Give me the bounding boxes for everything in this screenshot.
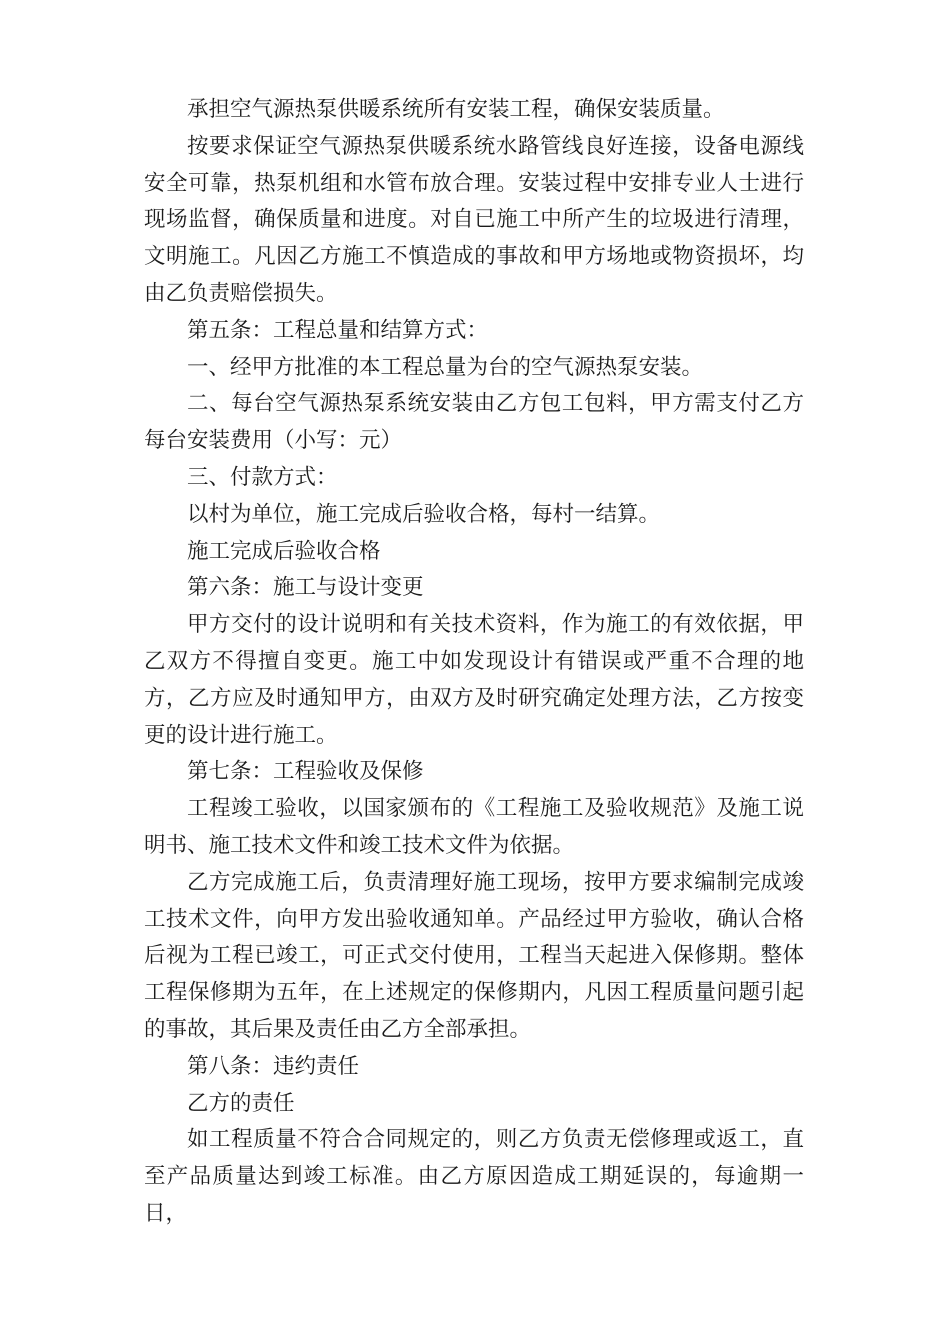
- paragraph-article-5-item-3: 三、付款方式：: [187, 464, 338, 490]
- heading-article-8: 第八条：违约责任: [187, 1053, 360, 1079]
- paragraph-design-changes: 甲方交付的设计说明和有关技术资料，作为施工的有效依据，甲乙双方不得擅自变更。施工中如发现设计有错误或严重不合理的地方，乙方应及时通知甲方，由双方及时研究确定处理方法，乙方按变更的设计进行施工。: [144, 612, 804, 748]
- paragraph-quality-liability: 如工程质量不符合合同规定的，则乙方负责无偿修理或返工，直至产品质量达到竣工标准。由乙方原因造成工期延误的，每逾期一日，: [144, 1127, 804, 1226]
- paragraph-installation-requirements: 按要求保证空气源热泵供暖系统水路管线良好连接，设备电源线安全可靠，热泵机组和水管布放合理。安装过程中安排专业人士进行现场监督，确保质量和进度。对自已施工中所产生的垃圾进行清理，文明施工。凡因乙方施工不慎造成的事故和甲方场地或物资损坏，均由乙负责赔偿损失。: [144, 133, 804, 306]
- paragraph-warranty: 乙方完成施工后，负责清理好施工现场，按甲方要求编制完成竣工技术文件，向甲方发出验收通知单。产品经过甲方验收，确认合格后视为工程已竣工，可正式交付使用，工程当天起进入保修期。整体工程保修期为五年，在上述规定的保修期内，凡因工程质量问题引起的事故，其后果及责任由乙方全部承担。: [144, 869, 804, 1042]
- document-body: [144, 92, 804, 1233]
- paragraph-installation-scope: 承担空气源热泵供暖系统所有安装工程，确保安装质量。: [187, 97, 725, 122]
- paragraph-acceptance-qualified: 施工完成后验收合格: [187, 538, 381, 564]
- subheading-party-b-liability: 乙方的责任: [187, 1090, 295, 1116]
- heading-article-7: 第七条：工程验收及保修: [187, 759, 424, 785]
- paragraph-article-5-item-1: 一、经甲方批准的本工程总量为台的空气源热泵安装。: [187, 354, 704, 380]
- paragraph-completion-acceptance: 工程竣工验收，以国家颁布的《工程施工及验收规范》及施工说明书、施工技术文件和竣工技术文件为依据。: [144, 796, 804, 858]
- heading-article-6: 第六条：施工与设计变更: [187, 575, 424, 601]
- paragraph-article-5-item-2: 二、每台空气源热泵系统安装由乙方包工包料，甲方需支付乙方每台安装费用（小写：元）: [144, 391, 804, 454]
- paragraph-settlement-by-village: 以村为单位，施工完成后验收合格，每村一结算。: [187, 501, 661, 527]
- heading-article-5: 第五条：工程总量和结算方式：: [187, 317, 489, 343]
